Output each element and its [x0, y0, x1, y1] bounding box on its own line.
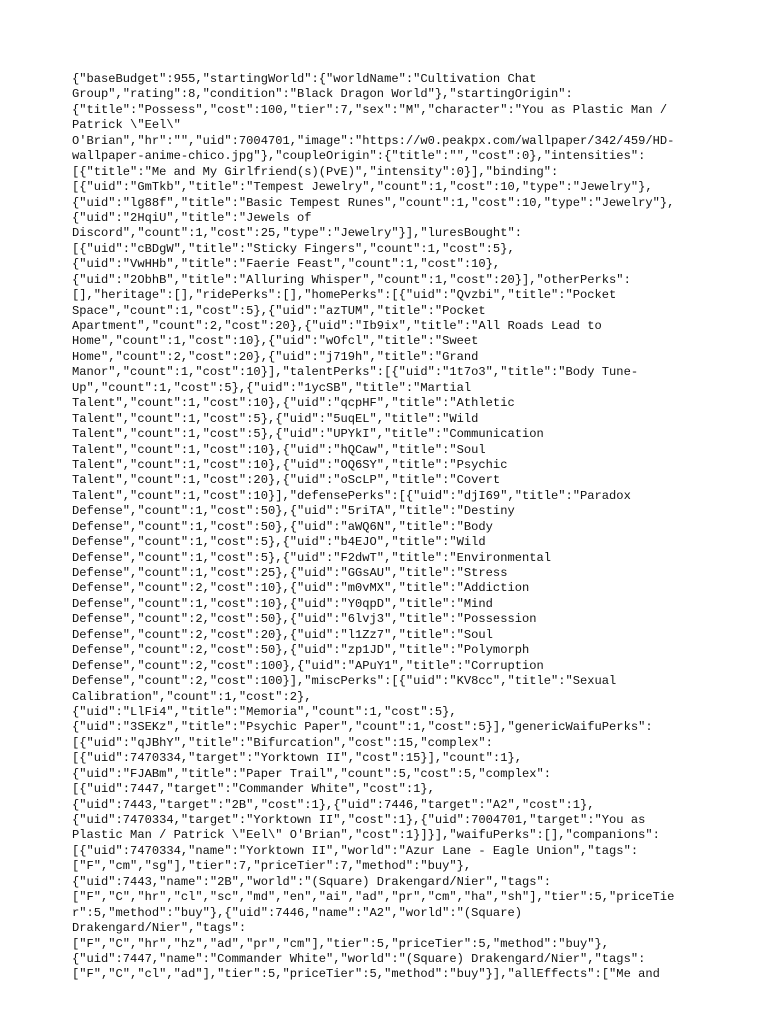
json-text-line: {"title":"Possess","cost":100,"tier":7,"sex":"M","character":"You as Plastic Man / [72, 102, 668, 117]
json-text-line: ["F","cm","sg"],"tier":7,"priceTier":7,"method":"buy"}, [72, 859, 472, 874]
json-text-line: Defense","count":2,"cost":100}],"miscPerks":[{"uid":"KV8cc","title":"Sexual [72, 674, 617, 689]
json-text-line: Discord","count":1,"cost":25,"type":"Jewelry"}],"luresBought": [72, 226, 522, 241]
json-text-line: {"uid":"LlFi4","title":"Memoria","count":1,"cost":5}, [72, 704, 457, 719]
json-text-line: Apartment","count":2,"cost":20},{"uid":"Ib9ix","title":"All Roads Lead to [72, 319, 602, 333]
json-text-line: Defense","count":1,"cost":10},{"uid":"Y0qpD","title":"Mind [72, 596, 493, 611]
json-text-line: Drakengard/Nier","tags": [72, 921, 247, 936]
json-text-line: Plastic Man / Patrick \"Eel\" O'Brian","cost":1}]}],"waifuPerks":[],"companions": [72, 828, 660, 843]
json-text-line: {"uid":7443,"target":"2B","cost":1},{"uid":7446,"target":"A2","cost":1}, [72, 797, 595, 812]
json-text-line: ["F","C","cl","ad"],"tier":5,"priceTier":5,"method":"buy"}],"allEffects":["Me and [72, 967, 660, 982]
json-text-line: Talent","count":1,"cost":10},{"uid":"OQ6SY","title":"Psychic [72, 457, 508, 472]
json-text-line: Defense","count":1,"cost":50},{"uid":"aWQ6N","title":"Body [72, 519, 493, 534]
json-text-line: Defense","count":2,"cost":20},{"uid":"l1Zz7","title":"Soul [72, 627, 493, 642]
json-text-block [72, 72, 712, 983]
json-text-line: {"uid":"FJABm","title":"Paper Trail","count":5,"cost":5,"complex": [72, 766, 551, 781]
json-text-line: Patrick \"Eel\" [72, 118, 181, 133]
json-text-line: Group","rating":8,"condition":"Black Dragon World"},"startingOrigin": [72, 87, 573, 102]
json-text-line: {"uid":7470334,"target":"Yorktown II","cost":1},{"uid":7004701,"target":"You as [72, 813, 646, 827]
json-text-line: r":5,"method":"buy"},{"uid":7446,"name":"A2","world":"(Square) [72, 905, 522, 920]
json-text-line: Defense","count":1,"cost":5},{"uid":"F2dwT","title":"Environmental [72, 550, 551, 565]
json-text-line: Talent","count":1,"cost":10}],"defensePerks":[{"uid":"djI69","title":"Paradox [72, 488, 631, 503]
json-text-line: Defense","count":2,"cost":100},{"uid":"APuY1","title":"Corruption [72, 658, 544, 673]
json-text-line: wallpaper-anime-chico.jpg"},"coupleOrigin":{"title":"","cost":0},"intensities": [72, 149, 646, 164]
json-text-line: [{"uid":"qJBhY","title":"Bifurcation","cost":15,"complex": [72, 735, 493, 750]
json-text-line: [],"heritage":[],"ridePerks":[],"homePerks":[{"uid":"Qvzbi","title":"Pocket [72, 288, 617, 303]
json-text-line: {"baseBudget":955,"startingWorld":{"worldName":"Cultivation Chat [72, 72, 537, 86]
json-text-line: [{"uid":7470334,"target":"Yorktown II","cost":15}],"count":1}, [72, 751, 522, 766]
json-text-line: Defense","count":1,"cost":5},{"uid":"b4EJO","title":"Wild [72, 535, 486, 550]
json-text-line: [{"uid":"GmTkb","title":"Tempest Jewelry","count":1,"cost":10,"type":"Jewelry"}, [72, 180, 653, 195]
json-text-line: Defense","count":1,"cost":50},{"uid":"5riTA","title":"Destiny [72, 504, 515, 519]
json-text-line: Home","count":2,"cost":20},{"uid":"j719h","title":"Grand [72, 349, 479, 364]
json-text-line: ["F","C","hr","hz","ad","pr","cm"],"tier":5,"priceTier":5,"method":"buy"}, [72, 936, 610, 951]
json-text-line: Defense","count":2,"cost":50},{"uid":"6lvj3","title":"Possession [72, 612, 537, 627]
json-text-line: [{"uid":"cBDgW","title":"Sticky Fingers","count":1,"cost":5}, [72, 241, 515, 256]
json-text-line: {"uid":"VwHHb","title":"Faerie Feast","count":1,"cost":10}, [72, 257, 501, 272]
json-text-line: Space","count":1,"cost":5},{"uid":"azTUM","title":"Pocket [72, 303, 486, 318]
json-text-line: Defense","count":1,"cost":25},{"uid":"GGsAU","title":"Stress [72, 566, 508, 580]
json-text-line: Talent","count":1,"cost":5},{"uid":"5uqEL","title":"Wild [72, 411, 479, 426]
json-text-line: Talent","count":1,"cost":10},{"uid":"qcpHF","title":"Athletic [72, 396, 515, 411]
json-text-line: {"uid":"3SEKz","title":"Psychic Paper","count":1,"cost":5}],"genericWaifuPerks": [72, 720, 653, 735]
json-text-line: ["F","C","hr","cl","sc","md","en","ai","ad","pr","cm","ha","sh"],"tier":5,"priceTie [72, 890, 675, 905]
json-text-line: O'Brian","hr":"","uid":7004701,"image":"https://w0.peakpx.com/wallpaper/342/459/HD- [72, 133, 675, 148]
json-text-line: Talent","count":1,"cost":5},{"uid":"UPYkI","title":"Communication [72, 427, 544, 442]
json-text-line: Defense","count":2,"cost":10},{"uid":"m0vMX","title":"Addiction [72, 581, 530, 596]
json-text-line: Up","count":1,"cost":5},{"uid":"1ycSB","title":"Martial [72, 380, 472, 395]
json-text-line: Calibration","count":1,"cost":2}, [72, 689, 312, 704]
json-text-line: {"uid":7447,"name":"Commander White","world":"(Square) Drakengard/Nier","tags": [72, 951, 646, 966]
json-text-line: {"uid":"2HqiU","title":"Jewels of [72, 210, 312, 225]
json-text-line: {"uid":"lg88f","title":"Basic Tempest Runes","count":1,"cost":10,"type":"Jewelry"}, [72, 195, 675, 210]
json-text-line: Home","count":1,"cost":10},{"uid":"wOfcl","title":"Sweet [72, 334, 479, 349]
json-text-line: Defense","count":2,"cost":50},{"uid":"zp1JD","title":"Polymorph [72, 643, 530, 658]
json-text-line: [{"title":"Me and My Girlfriend(s)(PvE)","intensity":0}],"binding": [72, 164, 559, 179]
json-text-line: {"uid":7443,"name":"2B","world":"(Square) Drakengard/Nier","tags": [72, 874, 551, 889]
json-text-line: [{"uid":7447,"target":"Commander White","cost":1}, [72, 782, 435, 797]
json-text-line: Talent","count":1,"cost":10},{"uid":"hQCaw","title":"Soul [72, 442, 486, 457]
json-text-line: {"uid":"2ObhB","title":"Alluring Whisper","count":1,"cost":20}],"otherPerks": [72, 272, 631, 287]
json-text-line: Talent","count":1,"cost":20},{"uid":"oScLP","title":"Covert [72, 473, 501, 488]
json-text-line: Manor","count":1,"cost":10}],"talentPerks":[{"uid":"1t7o3","title":"Body Tune- [72, 365, 639, 380]
json-text-line: [{"uid":7470334,"name":"Yorktown II","world":"Azur Lane - Eagle Union","tags": [72, 843, 639, 858]
